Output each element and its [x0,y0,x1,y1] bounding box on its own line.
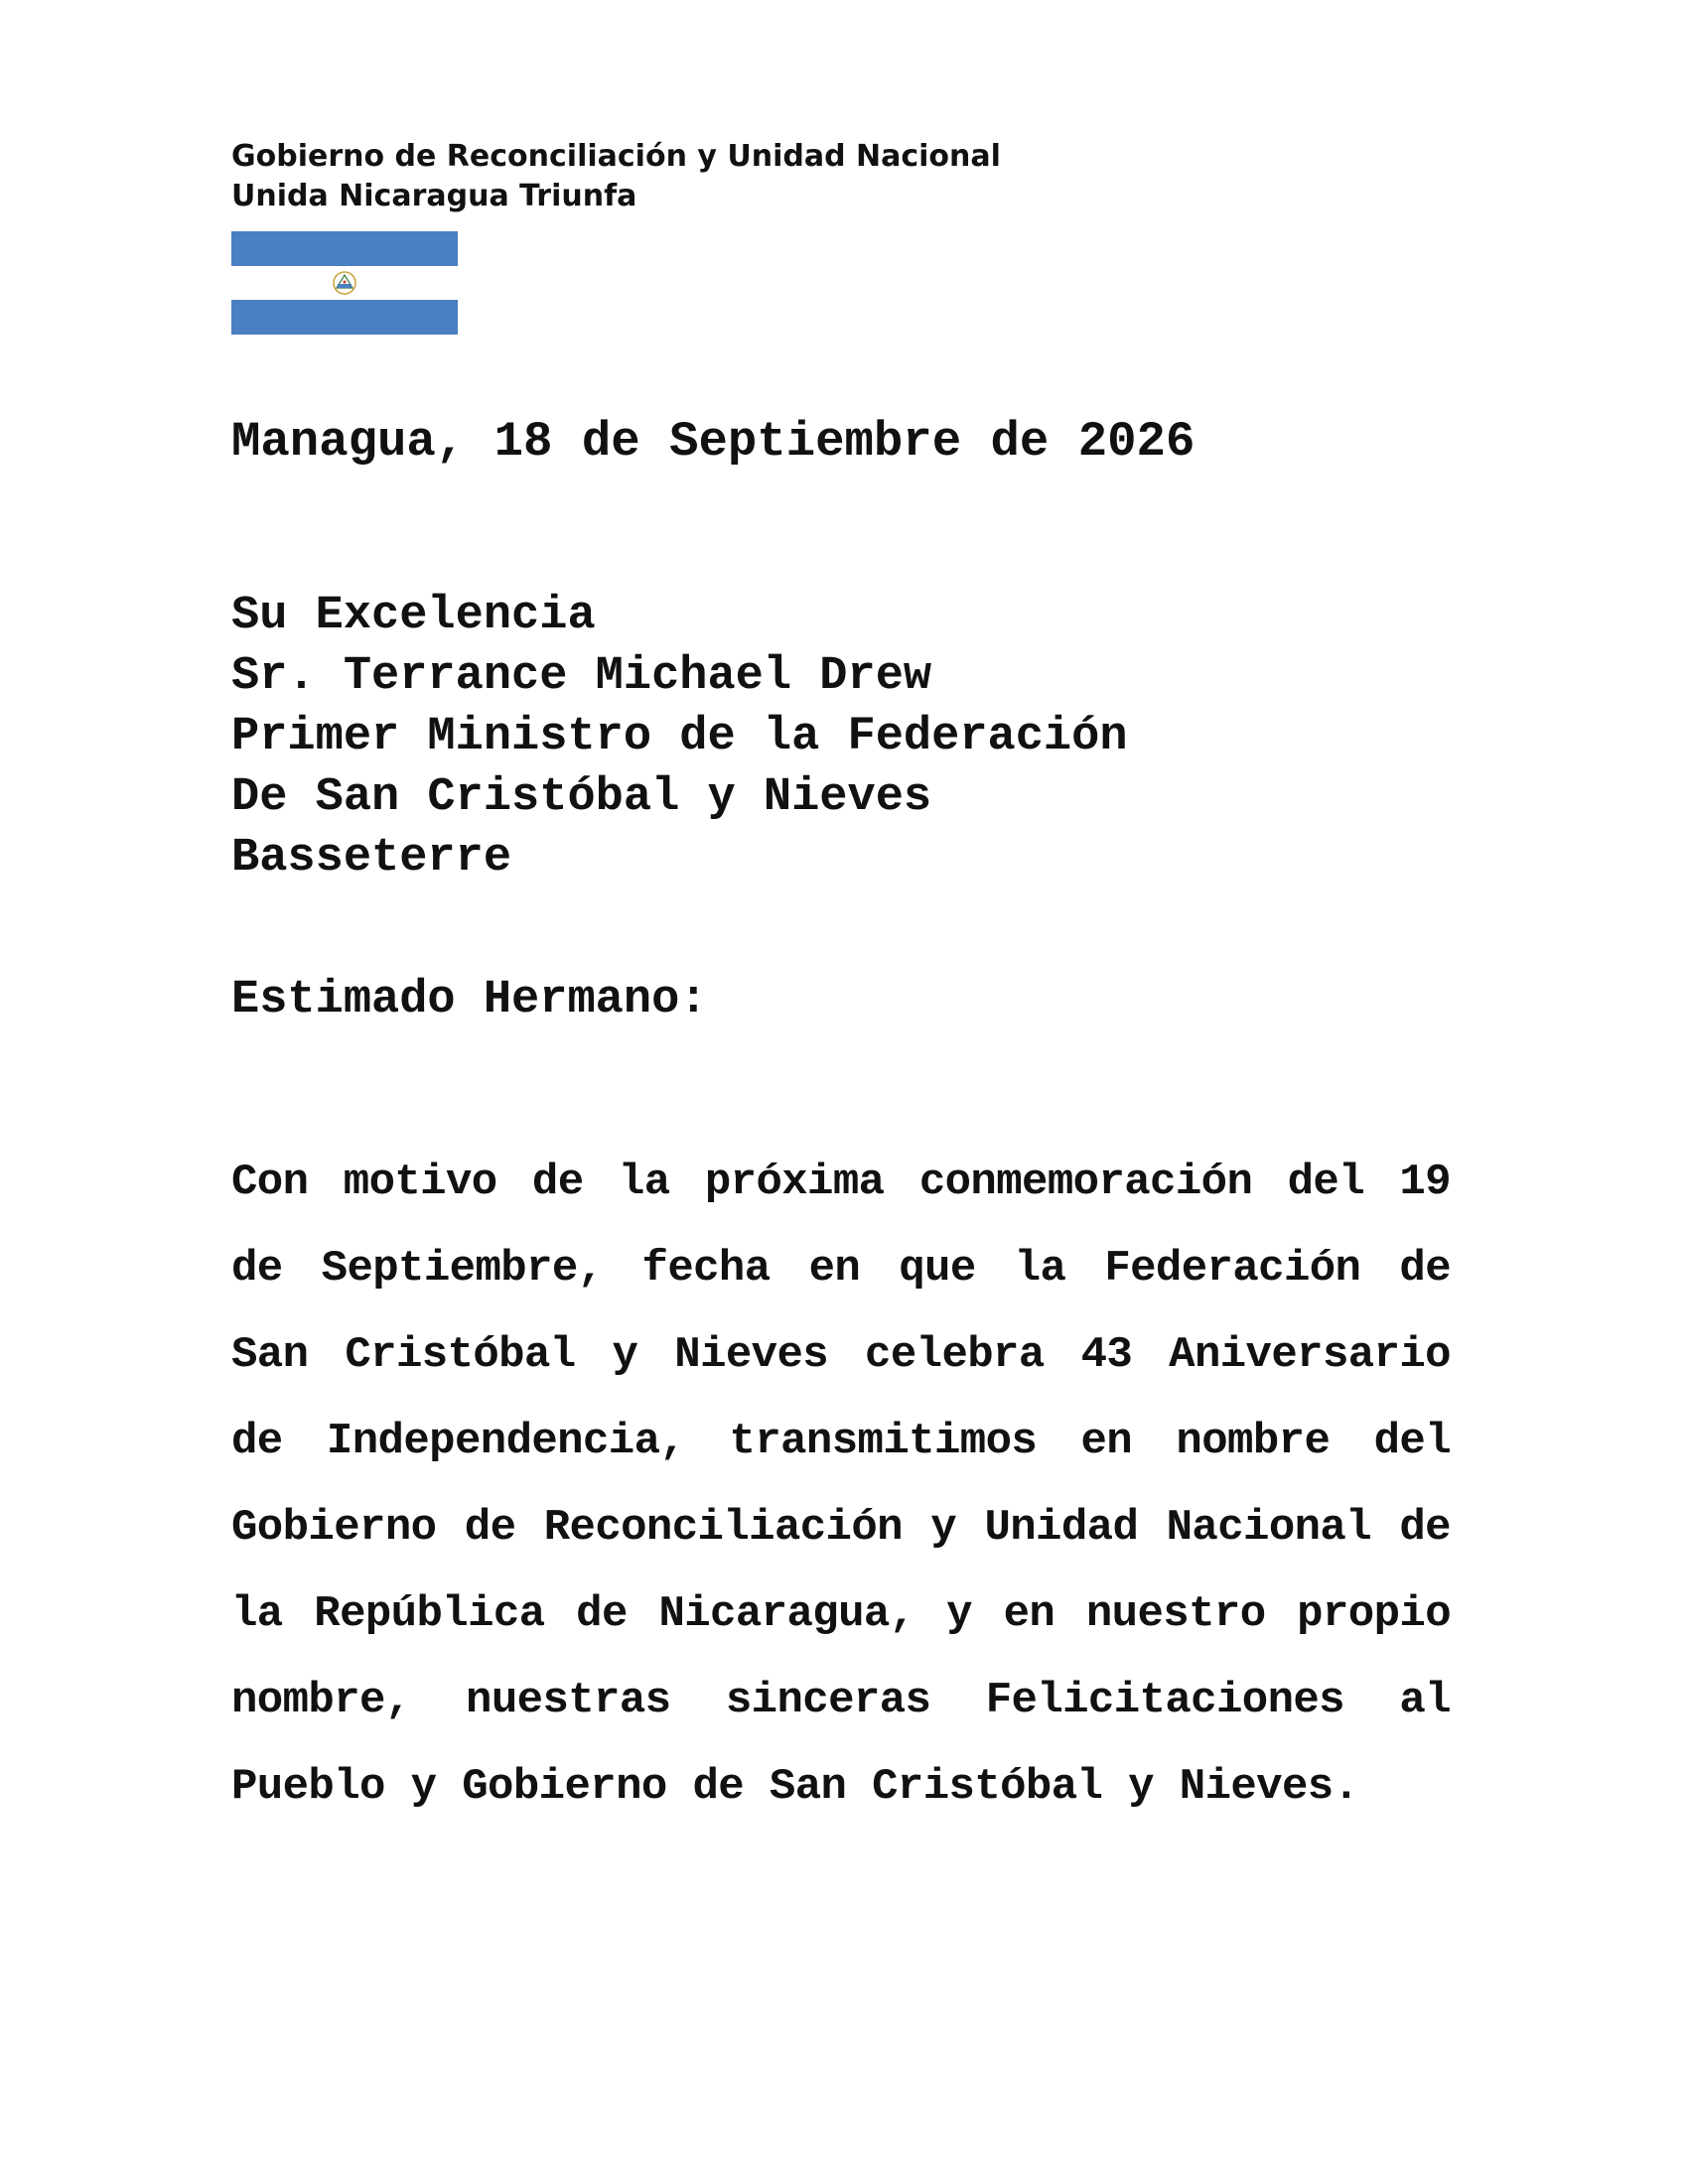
recipient-name: Sr. Terrance Michael Drew [231,650,932,703]
salutation: Estimado Hermano: [231,974,708,1026]
recipient-country: De San Cristóbal y Nieves [231,771,932,824]
letter-date: Managua, 18 de Septiembre de 2026 [231,414,1196,470]
recipient-block [231,586,1128,888]
letterhead-government-name: Gobierno de Reconciliación y Unidad Nacional [231,139,1001,174]
nicaragua-flag-icon [231,231,458,335]
flag-bottom-stripe [231,300,458,335]
recipient-honorific: Su Excelencia [231,590,596,642]
letterhead [231,137,1001,216]
recipient-title: Primer Ministro de la Federación [231,711,1128,763]
letterhead-slogan: Unida Nicaragua Triunfa [231,179,637,213]
letter-body-paragraph: Con motivo de la próxima conmemoración del 19 de Septiembre, fecha en que la Federación de San Cristóbal y Nieves celebra 43 Aniversario de Independencia, transmitimos en nombre del Gobierno de Reconciliación y Unidad Nacional de la República de Nicaragua, y en nuestro propio nombre, nuestras sinceras Felicitaciones al Pueblo y Gobierno de San Cristóbal y Nieves. [231,1158,1451,1812]
recipient-city: Basseterre [231,832,512,885]
flag-top-stripe [231,231,458,266]
